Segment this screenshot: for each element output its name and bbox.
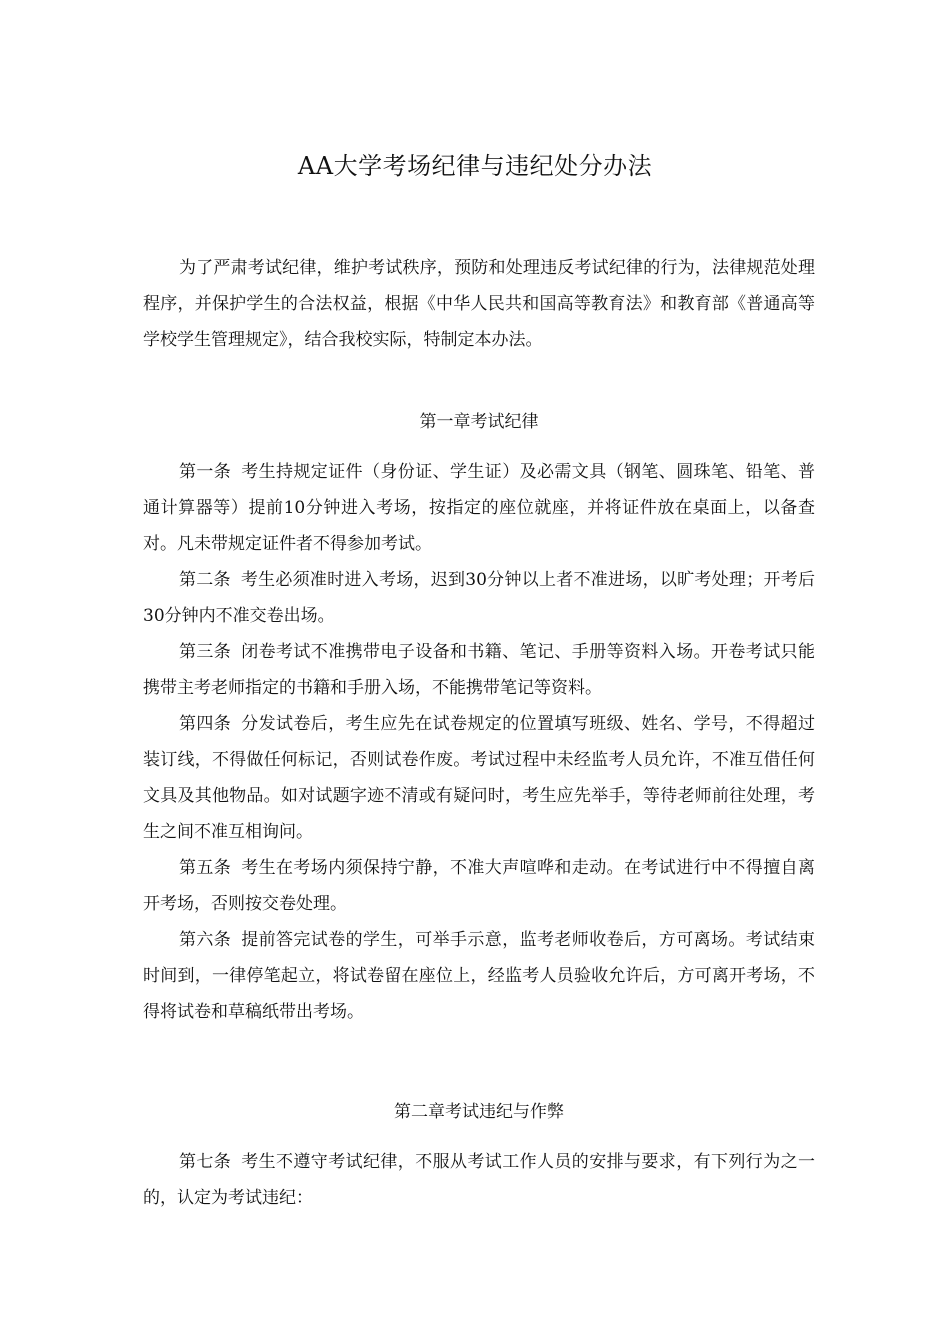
article-5-label: 第五条: [179, 858, 232, 878]
chapter-1-section: [143, 404, 815, 1030]
document-title: AA大学考场纪律与违纪处分办法: [297, 152, 653, 180]
intro-paragraph: 为了严肃考试纪律，维护考试秩序，预防和处理违反考试纪律的行为，法律规范处理程序，并保护学生的合法权益，根据《中华人民共和国高等教育法》和教育部《普通高等学校学生管理规定》，结合我校实际，特制定本办法。: [143, 258, 815, 350]
article-5-text: 考生在考场内须保持宁静，不准大声喧哗和走动。在考试进行中不得擅自离开考场，否则按交卷处理。: [143, 858, 816, 914]
article-6-text: 提前答完试卷的学生，可举手示意，监考老师收卷后，方可离场。考试结束时间到，一律停笔起立，将试卷留在座位上，经监考人员验收允许后，方可离开考场，不得将试卷和草稿纸带出考场。: [143, 930, 816, 1022]
article-2-text: 考生必须准时进入考场，迟到30分钟以上者不准进场，以旷考处理；开考后30分钟内不准交卷出场。: [143, 570, 815, 626]
article-4: [143, 706, 815, 850]
chapter-1-spacer: [143, 440, 815, 454]
chapter-1-heading: 第一章考试纪律: [419, 412, 539, 432]
article-7: [143, 1144, 815, 1216]
intro-section: [143, 250, 815, 358]
article-3-label: 第三条: [179, 642, 232, 662]
article-1-label: 第一条: [179, 462, 232, 482]
article-6: [143, 922, 815, 1030]
article-4-label: 第四条: [179, 714, 232, 734]
chapter-2-heading: 第二章考试违纪与作弊: [394, 1102, 564, 1122]
article-3-text: 闭卷考试不准携带电子设备和书籍、笔记、手册等资料入场。开卷考试只能携带主考老师指定的书籍和手册入场，不能携带笔记等资料。: [143, 642, 816, 698]
chapter-2-spacer: [143, 1130, 815, 1144]
article-4-text: 分发试卷后，考生应先在试卷规定的位置填写班级、姓名、学号，不得超过装订线，不得做任何标记，否则试卷作废。考试过程中未经监考人员允许，不准互借任何文具及其他物品。如对试题字迹不清或有疑问时，考生应先举手，等待老师前往处理，考生之间不准互相询问。: [143, 714, 816, 842]
article-5: [143, 850, 815, 922]
article-2-label: 第二条: [179, 570, 231, 590]
article-1-text: 考生持规定证件（身份证、学生证）及必需文具（钢笔、圆珠笔、铅笔、普通计算器等）提前10分钟进入考场，按指定的座位就座，并将证件放在桌面上，以备查对。凡未带规定证件者不得参加考试。: [143, 462, 816, 554]
chapter-2-section: [143, 1094, 815, 1216]
article-7-label: 第七条: [179, 1152, 232, 1172]
article-1: [143, 454, 815, 562]
article-6-label: 第六条: [179, 930, 232, 950]
article-7-text: 考生不遵守考试纪律，不服从考试工作人员的安排与要求，有下列行为之一的，认定为考试违纪：: [143, 1152, 816, 1208]
article-2: [143, 562, 815, 634]
article-3: [143, 634, 815, 706]
